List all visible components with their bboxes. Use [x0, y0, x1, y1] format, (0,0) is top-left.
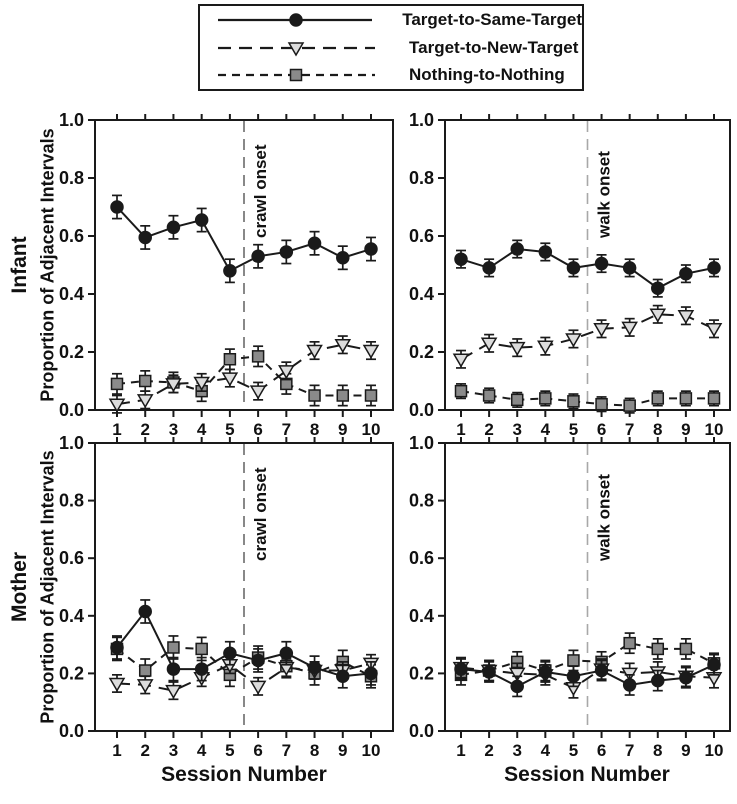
legend-label-nothing: Nothing-to-Nothing [409, 64, 565, 84]
triangle-down-marker-icon [279, 366, 293, 378]
square-marker-icon [540, 393, 551, 404]
circle-marker-icon [139, 605, 151, 617]
x-tick-label: 2 [140, 420, 150, 439]
x-tick-label: 1 [112, 741, 122, 760]
square-marker-icon [456, 386, 467, 397]
x-tick-label: 6 [596, 420, 607, 439]
circle-marker-icon [567, 262, 579, 274]
circle-marker-icon [309, 237, 321, 249]
x-tick-label: 10 [704, 741, 724, 760]
y-tick-label: 0.0 [58, 721, 84, 741]
y-tick-label: 0.0 [408, 721, 434, 741]
circle-marker-icon [280, 647, 292, 659]
triangle-down-marker-icon [595, 324, 609, 336]
x-tick-label: 7 [281, 741, 292, 760]
circle-marker-icon [224, 647, 236, 659]
x-tick-label: 5 [568, 741, 579, 760]
x-tick-label: 8 [309, 741, 320, 760]
x-tick-label: 8 [653, 420, 663, 439]
y-tick-label: 1.0 [408, 433, 434, 453]
x-tick-label: 7 [624, 420, 635, 439]
triangle-down-marker-icon [482, 338, 496, 350]
panel-mother-crawl [59, 433, 393, 760]
panel-infant-crawl [59, 110, 393, 439]
circle-marker-icon [680, 672, 692, 684]
circle-marker-icon [511, 243, 523, 255]
y-tick-label: 0.4 [58, 284, 84, 304]
y-tick-label: 1.0 [58, 110, 84, 130]
triangle-down-marker-icon [251, 386, 265, 398]
x-axis-title-left: Session Number [161, 763, 327, 786]
square-marker-icon [337, 390, 348, 401]
circle-marker-icon [365, 667, 377, 679]
x-tick-label: 1 [456, 420, 466, 439]
x-tick-label: 6 [596, 741, 607, 760]
y-tick-label: 0.6 [58, 226, 84, 246]
x-tick-label: 3 [168, 741, 179, 760]
x-tick-label: 10 [361, 741, 381, 760]
triangle-down-marker-icon [679, 311, 693, 323]
circle-marker-icon [483, 262, 495, 274]
x-tick-label: 2 [484, 741, 494, 760]
y-tick-label: 0.2 [408, 663, 434, 684]
square-marker-icon [624, 638, 635, 649]
square-marker-icon [568, 396, 579, 407]
circle-marker-icon [337, 252, 349, 264]
circle-marker-icon [680, 268, 692, 280]
circle-marker-icon [167, 663, 179, 675]
x-tick-label: 5 [225, 741, 235, 760]
x-tick-label: 8 [309, 420, 320, 439]
y-tick-label: 0.4 [58, 605, 84, 626]
circle-marker-icon [111, 641, 123, 653]
circle-marker-icon [708, 659, 720, 671]
triangle-down-marker-icon [510, 343, 524, 355]
triangle-down-marker-icon [454, 354, 468, 366]
x-tick-label: 4 [540, 741, 551, 760]
triangle-down-marker-icon [251, 681, 265, 693]
circle-marker-icon [455, 663, 467, 675]
circle-marker-icon [224, 265, 236, 277]
circle-marker-icon [652, 282, 664, 294]
circle-marker-icon [652, 675, 664, 687]
row-label-mother: Mother [8, 552, 31, 622]
x-tick-label: 1 [456, 741, 466, 760]
x-tick-label: 10 [361, 420, 381, 439]
circle-marker-icon [539, 246, 551, 258]
circle-marker-icon [567, 670, 579, 682]
y-tick-label: 0.8 [408, 490, 434, 511]
x-tick-label: 3 [168, 420, 179, 439]
legend-label-new-target: Target-to-New-Target [409, 37, 579, 57]
x-tick-label: 6 [253, 420, 263, 439]
y-tick-label: 0.2 [408, 342, 434, 362]
square-marker-icon [624, 400, 635, 411]
onset-label: walk onset [594, 151, 614, 238]
square-marker-icon [652, 643, 663, 654]
y-tick-label: 0.2 [58, 663, 84, 684]
y-tick-label: 1.0 [408, 110, 434, 130]
y-axis-title-bottom: Proportion of Adjacent Intervals [37, 450, 58, 724]
square-marker-icon [140, 665, 151, 676]
triangle-down-marker-icon [707, 324, 721, 336]
x-tick-label: 7 [281, 420, 292, 439]
circle-marker-icon [139, 231, 151, 243]
x-tick-label: 9 [338, 420, 348, 439]
triangle-down-marker-icon [308, 346, 322, 358]
square-marker-icon [224, 354, 235, 365]
circle-marker-icon [337, 670, 349, 682]
y-tick-label: 0.6 [408, 226, 434, 246]
y-tick-label: 1.0 [58, 433, 84, 453]
square-marker-icon [568, 655, 579, 666]
row-label-infant: Infant [8, 236, 31, 294]
y-tick-label: 0.4 [408, 284, 434, 304]
square-marker-icon [596, 399, 607, 410]
triangle-down-marker-icon [166, 686, 180, 698]
x-tick-label: 9 [338, 741, 348, 760]
y-tick-label: 0.0 [408, 400, 434, 420]
x-tick-label: 8 [653, 741, 663, 760]
circle-marker-icon [624, 679, 636, 691]
circle-marker-icon [483, 666, 495, 678]
y-tick-label: 0.6 [408, 548, 434, 569]
square-marker-icon [196, 643, 207, 654]
circle-marker-icon [596, 665, 608, 677]
x-tick-label: 7 [624, 741, 635, 760]
onset-label: walk onset [594, 474, 614, 561]
circle-marker-icon [252, 654, 264, 666]
square-marker-icon [253, 351, 264, 362]
square-marker-icon [680, 393, 691, 404]
x-tick-label: 1 [112, 420, 122, 439]
y-tick-label: 0.6 [58, 548, 84, 569]
circle-marker-icon [365, 243, 377, 255]
x-axis-title-right: Session Number [504, 763, 670, 786]
y-tick-label: 0.8 [408, 168, 434, 188]
circle-marker-icon [596, 258, 608, 270]
circle-marker-icon [111, 201, 123, 213]
square-marker-icon [680, 643, 691, 654]
square-marker-icon [366, 390, 377, 401]
onset-label: crawl onset [251, 144, 270, 238]
circle-marker-icon [280, 246, 292, 258]
circle-marker-icon [309, 662, 321, 674]
y-tick-label: 0.8 [58, 168, 84, 188]
square-marker-icon [112, 378, 123, 389]
circle-marker-icon [624, 262, 636, 274]
y-tick-label: 0.4 [408, 605, 434, 626]
circle-marker-icon [511, 680, 523, 692]
x-tick-label: 3 [512, 741, 522, 760]
circle-marker-icon [196, 214, 208, 226]
x-tick-label: 4 [196, 420, 207, 439]
x-tick-label: 2 [484, 420, 494, 439]
x-tick-label: 3 [512, 420, 522, 439]
x-tick-label: 9 [681, 741, 691, 760]
x-tick-label: 4 [196, 741, 207, 760]
circle-marker-icon [167, 221, 179, 233]
square-marker-icon [709, 393, 720, 404]
y-tick-label: 0.8 [58, 490, 84, 511]
square-marker-icon [140, 376, 151, 387]
y-tick-label: 0.2 [58, 342, 84, 362]
x-tick-label: 9 [681, 420, 691, 439]
circle-marker-icon [252, 250, 264, 262]
square-marker-icon [652, 393, 663, 404]
x-tick-label: 2 [140, 741, 150, 760]
circle-marker-icon [708, 262, 720, 274]
triangle-down-marker-icon [538, 341, 552, 353]
circle-marker-icon [455, 253, 467, 265]
panel-mother-walk [409, 433, 730, 760]
x-tick-label: 5 [568, 420, 579, 439]
square-marker-icon [512, 394, 523, 405]
circle-marker-icon [196, 663, 208, 675]
x-tick-label: 6 [253, 741, 263, 760]
onset-label: crawl onset [251, 467, 270, 561]
circle-marker-icon [539, 666, 551, 678]
y-axis-title-top: Proportion of Adjacent Intervals [37, 128, 58, 402]
y-tick-label: 0.0 [58, 400, 84, 420]
square-marker-icon [309, 390, 320, 401]
x-tick-label: 4 [540, 420, 551, 439]
x-tick-label: 5 [225, 420, 235, 439]
legend-label-same-target: Target-to-Same-Target [402, 10, 582, 30]
triangle-down-marker-icon [364, 346, 378, 358]
square-marker-icon [168, 642, 179, 653]
panel-infant-walk [409, 110, 730, 439]
square-marker-icon [484, 390, 495, 401]
x-tick-label: 10 [704, 420, 724, 439]
